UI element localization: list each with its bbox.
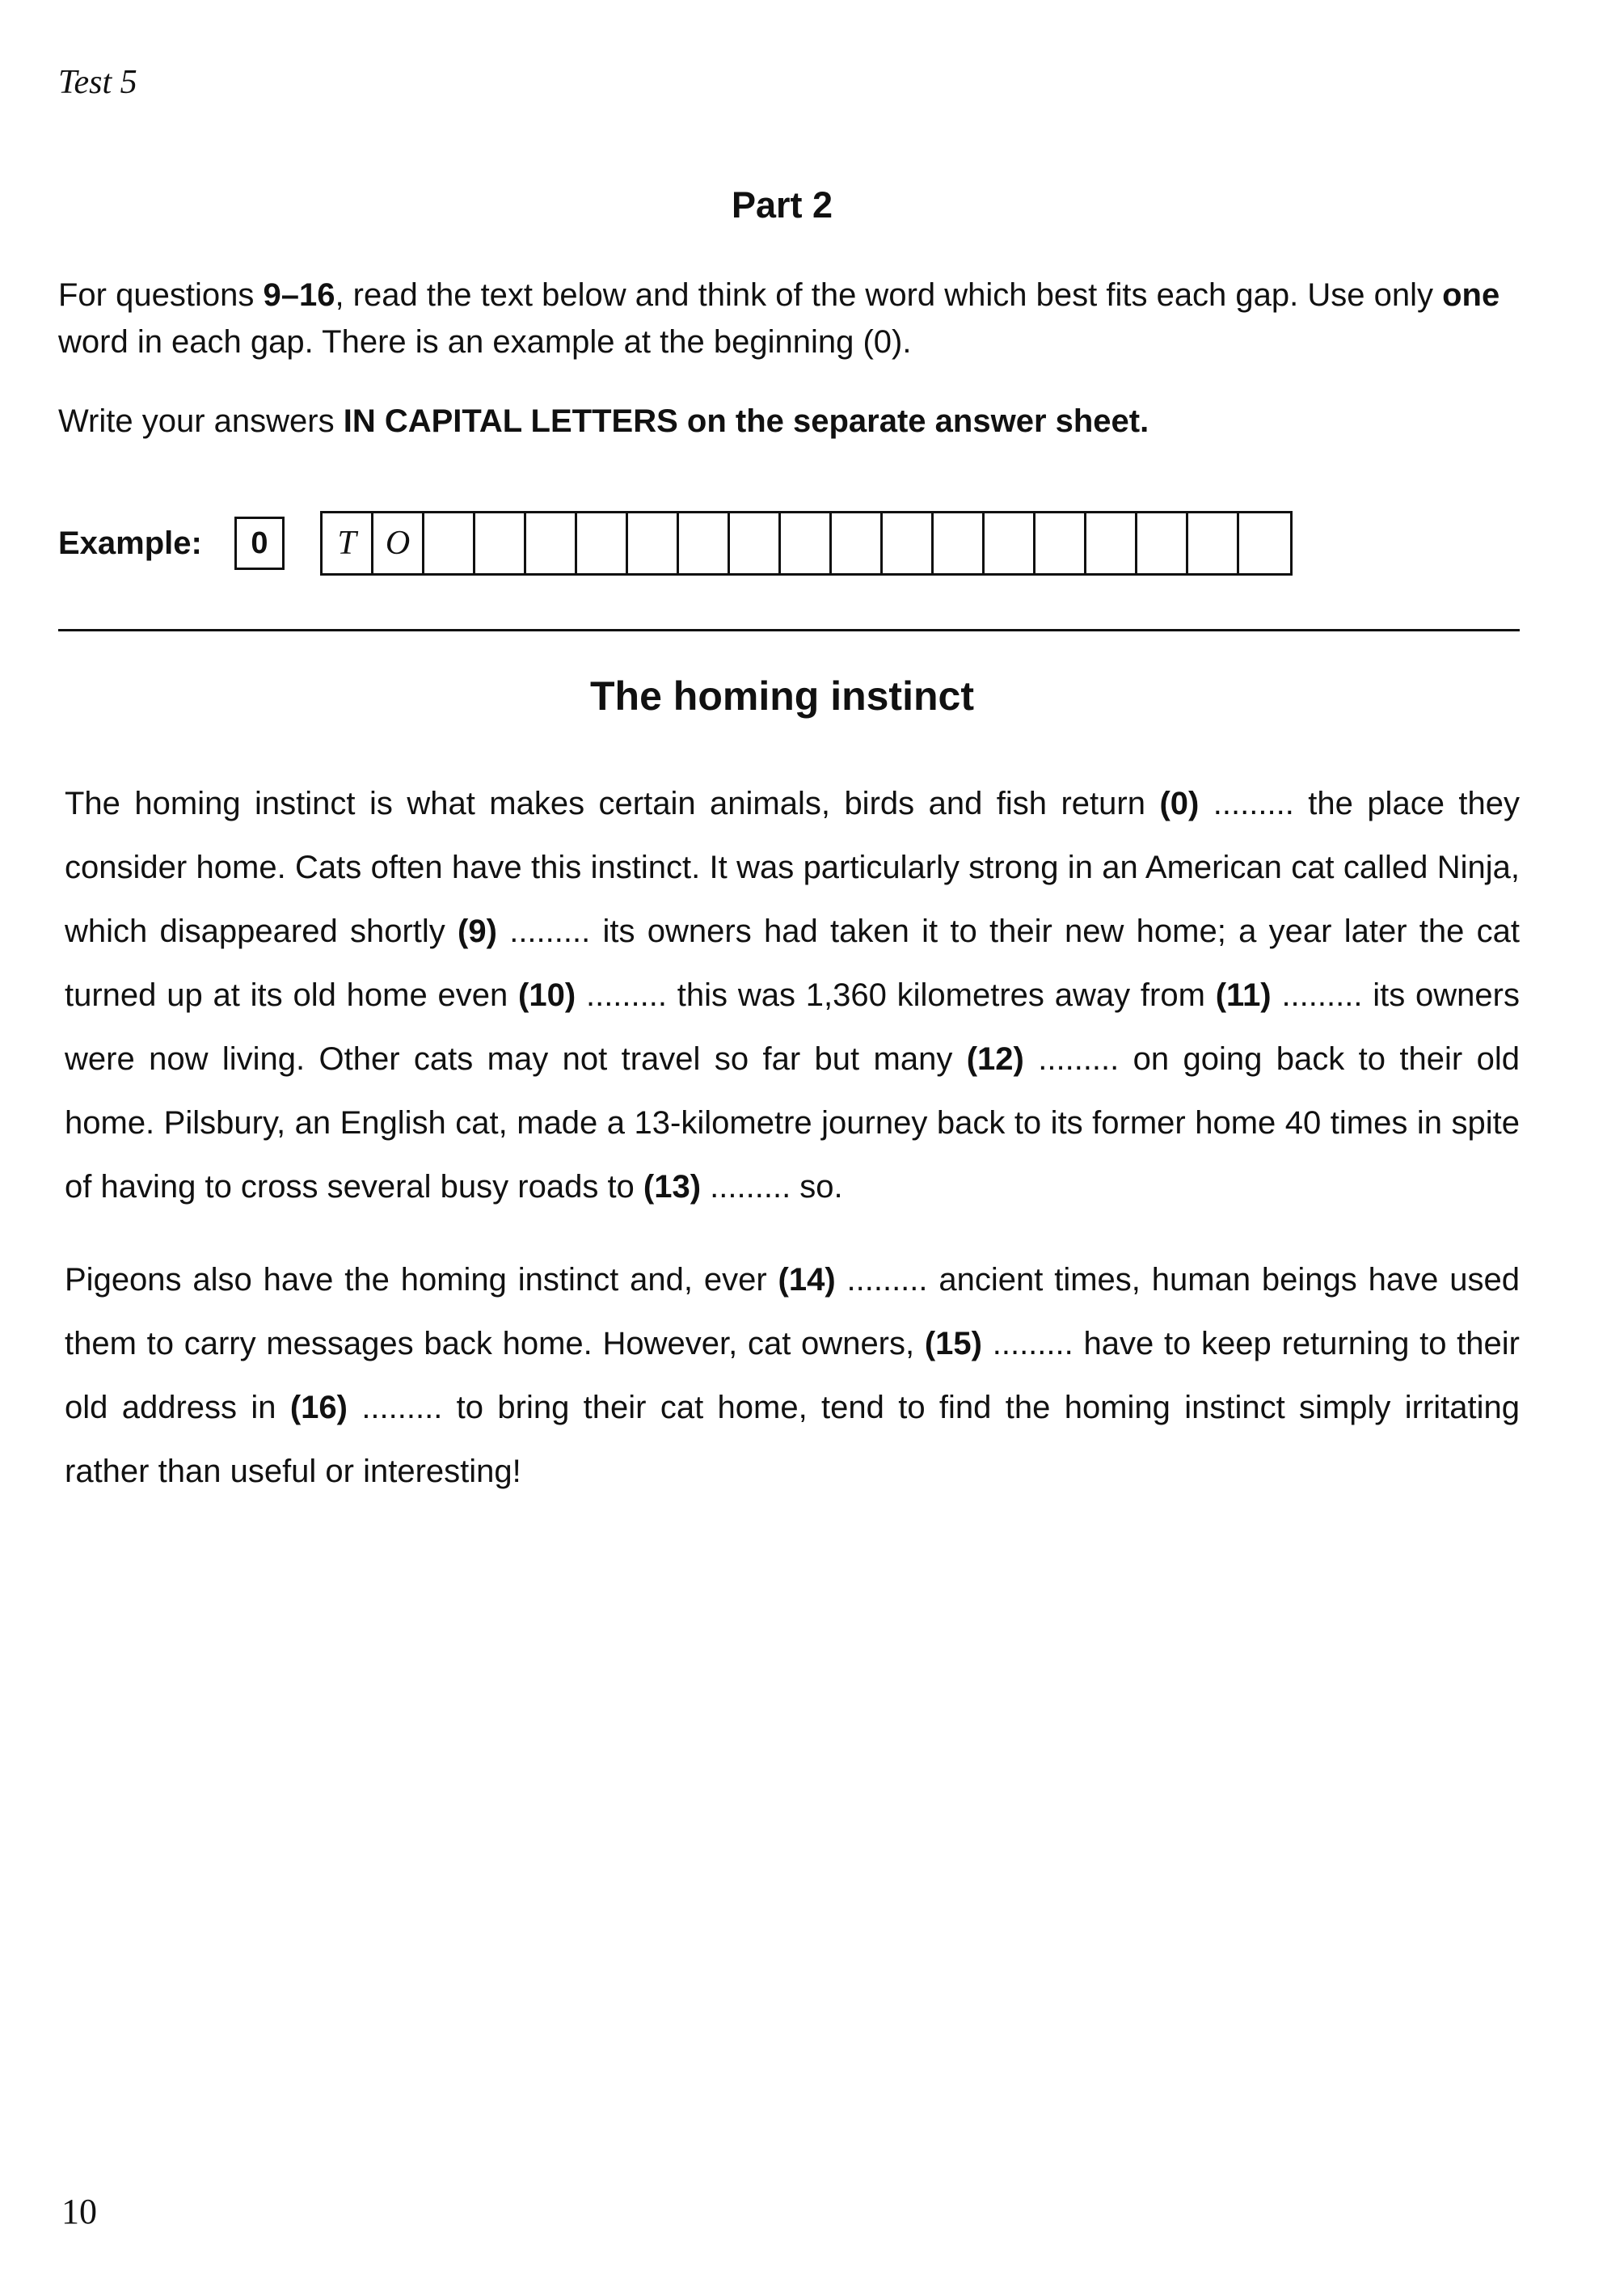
answer-cell bbox=[526, 513, 577, 573]
passage-text: ......... ancient times, human beings have used them to carry messages back home. However, cat owners, bbox=[65, 1262, 1520, 1361]
instruction-emphasis: IN CAPITAL LETTERS on the separate answer sheet. bbox=[343, 403, 1149, 439]
answer-cell bbox=[1188, 513, 1239, 573]
gap-marker-0: (0) bbox=[1159, 786, 1200, 821]
passage-text: The homing instinct is what makes certain animals, birds and fish return bbox=[65, 786, 1160, 821]
answer-cell: O bbox=[373, 513, 424, 573]
example-row bbox=[58, 503, 1293, 584]
instruction-line-2 bbox=[58, 398, 1521, 445]
section-divider bbox=[58, 629, 1520, 631]
answer-cell bbox=[1239, 513, 1290, 573]
passage-text: ......... this was 1,360 kilometres away from bbox=[576, 977, 1216, 1013]
instruction-text: , read the text below and think of the word which best fits each gap. Use only bbox=[335, 277, 1443, 313]
passage bbox=[65, 772, 1520, 1504]
answer-cell bbox=[883, 513, 934, 573]
passage-text: ......... its owners had taken it to their new home; a year later the cat turned up at its old home even bbox=[65, 914, 1521, 1013]
answer-cell: T bbox=[323, 513, 373, 573]
passage-text: ......... on going back to their old home. Pilsbury, an English cat, made a 13-kilometre journey back to its former home 40 times in spite of having to cross several busy roads to bbox=[65, 1041, 1520, 1205]
answer-cell bbox=[781, 513, 832, 573]
passage-text: ......... the place they consider home. Cats often have this instinct. It was particularly strong in an American cat called Ninja, which disappeared shortly bbox=[65, 786, 1520, 949]
answer-cell bbox=[985, 513, 1035, 573]
instructions bbox=[58, 272, 1521, 445]
answer-cell bbox=[1137, 513, 1188, 573]
instruction-line-1 bbox=[58, 272, 1521, 365]
gap-marker-15: (15) bbox=[924, 1326, 982, 1361]
passage-text: ......... so. bbox=[701, 1169, 843, 1205]
answer-cell bbox=[424, 513, 475, 573]
answer-cell bbox=[679, 513, 730, 573]
page-number: 10 bbox=[61, 2192, 97, 2231]
gap-marker-10: (10) bbox=[518, 977, 576, 1013]
test-label: Test 5 bbox=[58, 64, 137, 101]
instruction-text: word in each gap. There is an example at the beginning (0). bbox=[58, 324, 912, 360]
example-answer-grid bbox=[320, 511, 1293, 576]
gap-marker-11: (11) bbox=[1215, 977, 1272, 1013]
passage-text: ......... have to keep returning to their old address in bbox=[65, 1326, 1520, 1425]
answer-cell bbox=[1035, 513, 1086, 573]
passage-text: ......... to bring their cat home, tend to find the homing instinct simply irritating rather than useful or interesting! bbox=[65, 1390, 1521, 1489]
answer-cell bbox=[832, 513, 883, 573]
answer-cell bbox=[475, 513, 526, 573]
answer-cell bbox=[628, 513, 679, 573]
example-label: Example: bbox=[58, 525, 202, 561]
instruction-emphasis: one bbox=[1442, 277, 1500, 313]
answer-cell bbox=[1086, 513, 1137, 573]
example-question-number: 0 bbox=[234, 517, 285, 570]
instruction-text: For questions bbox=[58, 277, 264, 313]
gap-marker-13: (13) bbox=[643, 1169, 702, 1205]
answer-cell bbox=[730, 513, 781, 573]
part-title: Part 2 bbox=[731, 184, 833, 226]
gap-marker-16: (16) bbox=[289, 1390, 348, 1425]
gap-marker-14: (14) bbox=[778, 1262, 836, 1298]
instruction-text: Write your answers bbox=[58, 403, 344, 439]
answer-cell bbox=[934, 513, 985, 573]
passage-text: ......... its owners were now living. Other cats may not travel so far but many bbox=[65, 977, 1520, 1077]
passage-paragraph-2 bbox=[65, 1248, 1520, 1504]
gap-marker-9: (9) bbox=[458, 914, 497, 949]
passage-title: The homing instinct bbox=[590, 673, 974, 719]
passage-paragraph-1 bbox=[65, 772, 1520, 1219]
question-range: 9–16 bbox=[263, 277, 335, 313]
gap-marker-12: (12) bbox=[966, 1041, 1024, 1077]
answer-cell bbox=[577, 513, 628, 573]
passage-text: Pigeons also have the homing instinct and, ever bbox=[65, 1262, 778, 1298]
